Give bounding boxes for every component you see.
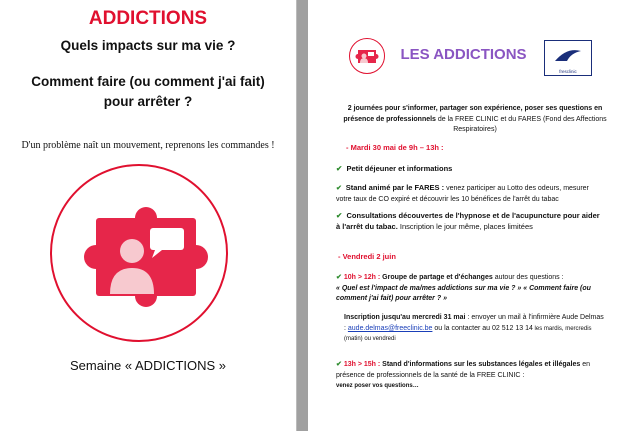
day2-item-2-bold: Stand d'informations sur les substances légales et illégales <box>380 361 581 368</box>
check-icon: ✔ <box>336 361 342 368</box>
flyer-intro-rest: de la FREE CLINIC et du FARES (Fond des Affections Respiratoires) <box>435 115 607 133</box>
day2-item-2 <box>336 360 606 392</box>
day2-item-2-rest: en présence de professionnels de la santé de la FREE CLINIC : <box>336 361 591 379</box>
day2-inscription-rest: : envoyer un mail à l'infirmière Aude Delmas : <box>344 314 604 332</box>
day1-item-3-rest: Inscription le jour même, places limitées <box>397 221 533 231</box>
flyer-title: LES ADDICTIONS <box>400 46 527 63</box>
day1-item-1-text: Petit déjeuner et informations <box>346 164 453 173</box>
poster-tagline: D'un problème naît un mouvement, reprenons les commandes ! <box>21 140 275 151</box>
flyer-page <box>308 0 619 431</box>
day1-item-2-rest: venez participer au Lotto des odeurs, mesurer votre taux de CO expiré et découvrir les 10 bénéfices de l'arrêt du tabac <box>336 185 589 203</box>
day1-item-1 <box>336 164 606 175</box>
day1-heading: - Mardi 30 mai de 9h – 13h : <box>346 143 444 152</box>
day1-item-2 <box>336 183 600 205</box>
flyer-intro-bold: 2 journées pour s'informer, partager son expérience, poser ses questions en présence de professionnels <box>343 105 603 123</box>
check-icon: ✔ <box>336 164 343 173</box>
day1-item-3 <box>336 211 602 232</box>
day2-inscription <box>344 313 606 345</box>
day2-item-1-time: 10h > 12h : <box>343 274 381 281</box>
phone-hours: les mardis, mercredis (matin) ou vendredi <box>344 325 592 342</box>
phone-number: 02 512 13 14 <box>491 324 533 332</box>
day2-item-1-bold: Groupe de partage et d'échanges <box>380 274 493 281</box>
day1-item-3-bold: Consultations découvertes de l'hypnose et de l'acupuncture pour aider à l'arrêt du tabac. <box>336 211 600 231</box>
day2-inscription-bold: Inscription jusqu'au mercredi 31 mai <box>344 314 466 321</box>
bird-icon <box>545 43 591 69</box>
poster-logo-circle <box>50 164 228 342</box>
day2-item-1-rest: autour des questions : <box>492 274 564 281</box>
day2-item-2-end: venez poser vos questions… <box>336 383 419 389</box>
day2-item-1-questions: « Quel est l'impact de ma/mes addictions sur ma vie ? » « Comment faire (ou comment j'ai fait) pour arrêter ? » <box>336 284 591 302</box>
poster-week-label: Semaine « ADDICTIONS » <box>69 358 227 373</box>
partner-logo <box>544 40 592 76</box>
flyer-intro <box>340 104 610 136</box>
check-icon: ✔ <box>336 274 342 281</box>
day1-item-2-bold: Stand animé par le FARES : <box>345 183 445 192</box>
check-icon: ✔ <box>336 185 342 192</box>
poster-title: ADDICTIONS <box>88 8 208 29</box>
poster-page <box>0 0 297 431</box>
day2-heading: - Vendredi 2 juin <box>338 252 396 261</box>
partner-logo-text: fresclinic <box>559 69 577 74</box>
poster-question-2 <box>0 72 296 112</box>
day2-item-2-time: 13h > 15h : <box>343 361 381 368</box>
check-icon: ✔ <box>336 211 343 220</box>
email-link[interactable]: aude.delmas@freeclinic.be <box>347 324 433 332</box>
day2-item-1 <box>336 273 604 305</box>
poster-question-2-line2: pour arrêter ? <box>103 94 193 109</box>
poster-question-2-line1: Comment faire (ou comment j'ai fait) <box>31 74 265 89</box>
day2-inscription-or: ou la contacter au <box>432 324 492 332</box>
puzzle-person-speech-icon <box>52 166 226 340</box>
poster-question-1: Quels impacts sur ma vie ? <box>60 38 236 53</box>
